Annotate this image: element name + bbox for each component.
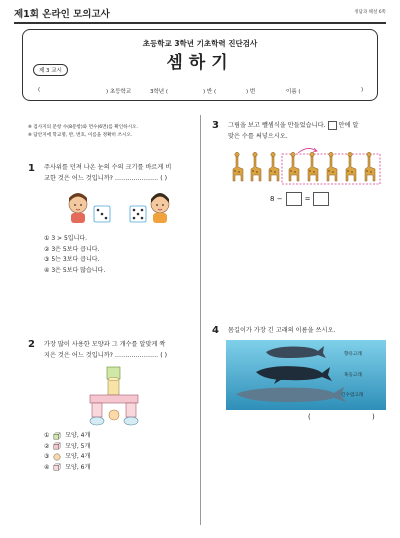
q1-choices [44, 234, 105, 276]
choice-mark: ④ [44, 463, 50, 471]
q2-choices [44, 431, 90, 473]
equals-sign: = [304, 195, 311, 203]
info-name[interactable]: 이름 ( [286, 89, 301, 95]
giraffe-icon [269, 152, 279, 181]
q2-text-line: 가장 많이 사용한 모양과 그 개수를 알맞게 짝 [44, 341, 166, 348]
q4-whale-picture [226, 340, 386, 410]
notice-line: ※ 검사지의 문항 수(8문항)와 면수(6면)를 확인하시오. [28, 125, 138, 130]
exam-subtitle: 초등학교 3학년 기초학력 진단검사 [142, 39, 258, 48]
q2-choice-2[interactable] [44, 442, 90, 453]
sphere-icon [53, 453, 61, 461]
box-icon [53, 442, 61, 450]
info-grade[interactable]: 3학년 ( [150, 89, 169, 95]
choice-mark: ③ [44, 453, 50, 460]
choice-mark: ① [44, 235, 50, 242]
giraffe-icon [346, 152, 356, 181]
student-info-line [38, 87, 368, 95]
whale-label: 긴수염고래 [341, 393, 364, 398]
q4-answer-field[interactable] [318, 413, 368, 422]
choice-mark: ① [44, 432, 50, 439]
q3-giraffes [228, 147, 384, 187]
q2-block-structure [86, 365, 146, 427]
answer-box-icon [328, 121, 337, 130]
q1-text-line: 교한 것은 어느 것입니까? ………………… ( ) [44, 175, 167, 182]
q2-choice-1[interactable] [44, 431, 90, 442]
choice-text: 모양, 4개 [65, 453, 91, 460]
choice-mark: ④ [44, 266, 50, 274]
giraffe-icon [251, 152, 261, 181]
period-badge: 제 3 교시 [33, 64, 68, 76]
whale-label: 향유고래 [344, 352, 362, 357]
choice-mark: ② [44, 245, 50, 253]
giraffe-icon [233, 152, 243, 181]
equation-start: 8 [270, 195, 275, 203]
q3-text-line: 맞은 수를 써넣으시오. [228, 133, 288, 140]
choice-text: 3 > 5입니다. [51, 235, 88, 242]
minus-sign: − [276, 195, 283, 203]
giraffe-icon [365, 152, 375, 181]
choice-mark: ② [44, 442, 50, 450]
q1-choice-2[interactable] [44, 245, 105, 256]
q3-text-part: 안에 알 [338, 122, 359, 129]
cube-icon [53, 432, 61, 440]
q1-choice-1[interactable] [44, 234, 105, 245]
q3-text-line [228, 120, 388, 131]
q2-text [44, 339, 194, 361]
q1-choice-3[interactable] [44, 255, 105, 266]
notice-box [28, 124, 193, 140]
q4-answer-close: ) [372, 413, 375, 421]
info-school[interactable]: ) 초등학교 [106, 89, 132, 95]
giraffe-icon [308, 152, 318, 181]
q1-text [44, 162, 194, 184]
die-five-icon [130, 206, 146, 222]
answer-box-2[interactable] [313, 192, 329, 206]
q3-equation [270, 192, 332, 206]
subject-title: 셈하기 [166, 53, 234, 73]
q1-choice-4[interactable] [44, 266, 105, 277]
whale-label: 혹등고래 [344, 373, 362, 378]
die-three-icon [94, 206, 110, 222]
choice-text: 5는 3보다 큽니다. [51, 256, 100, 263]
info-open: ( [38, 87, 41, 93]
q4-answer-open: ( [308, 413, 311, 421]
q2-number: 2 [28, 339, 35, 350]
giraffe-icon [289, 152, 299, 181]
answer-box-1[interactable] [286, 192, 302, 206]
q4-number: 4 [212, 325, 219, 336]
choice-text: 모양, 6개 [65, 463, 91, 471]
child-right-icon [151, 193, 169, 223]
giraffe-icon [327, 152, 337, 181]
q3-text [228, 120, 388, 142]
column-divider [200, 115, 201, 525]
choice-text: 3은 5보다 많습니다. [51, 266, 106, 274]
box-icon [53, 463, 61, 471]
choice-mark: ③ [44, 256, 50, 263]
choice-text: 모양, 4개 [65, 432, 91, 439]
child-left-icon [69, 193, 87, 223]
q1-text-line: 주사위를 던져 나온 눈의 수의 크기를 바르게 비 [44, 164, 172, 171]
q2-choice-4[interactable] [44, 463, 90, 474]
notice-line: ※ 답안지에 학교명, 반, 번호, 이름을 정확히 쓰시오. [28, 133, 133, 138]
q2-text-line: 지은 것은 어느 것입니까? ………………… ( ) [44, 352, 167, 359]
q1-number: 1 [28, 163, 35, 174]
q3-text-part: 그림을 보고 뺄셈식을 만들었습니다. [228, 122, 326, 129]
q2-choice-3[interactable] [44, 452, 90, 463]
info-number[interactable]: ) 번 [246, 89, 256, 95]
q3-number: 3 [212, 120, 219, 131]
q1-illustration [68, 190, 188, 230]
info-class[interactable]: ) 반 ( [203, 89, 217, 95]
choice-text: 모양, 5개 [65, 442, 91, 450]
answer-key-reference: 정답과 해설 6쪽 [354, 10, 386, 15]
info-close: ) [361, 87, 364, 93]
q4-text: 몸길이가 가장 긴 고래의 이름을 쓰시오. [228, 327, 336, 334]
top-rule [14, 22, 386, 24]
exam-series-title: 제1회 온라인 모의고사 [14, 9, 110, 20]
stacked-blocks-icon [90, 367, 138, 425]
choice-text: 3은 5보다 큽니다. [51, 245, 100, 253]
